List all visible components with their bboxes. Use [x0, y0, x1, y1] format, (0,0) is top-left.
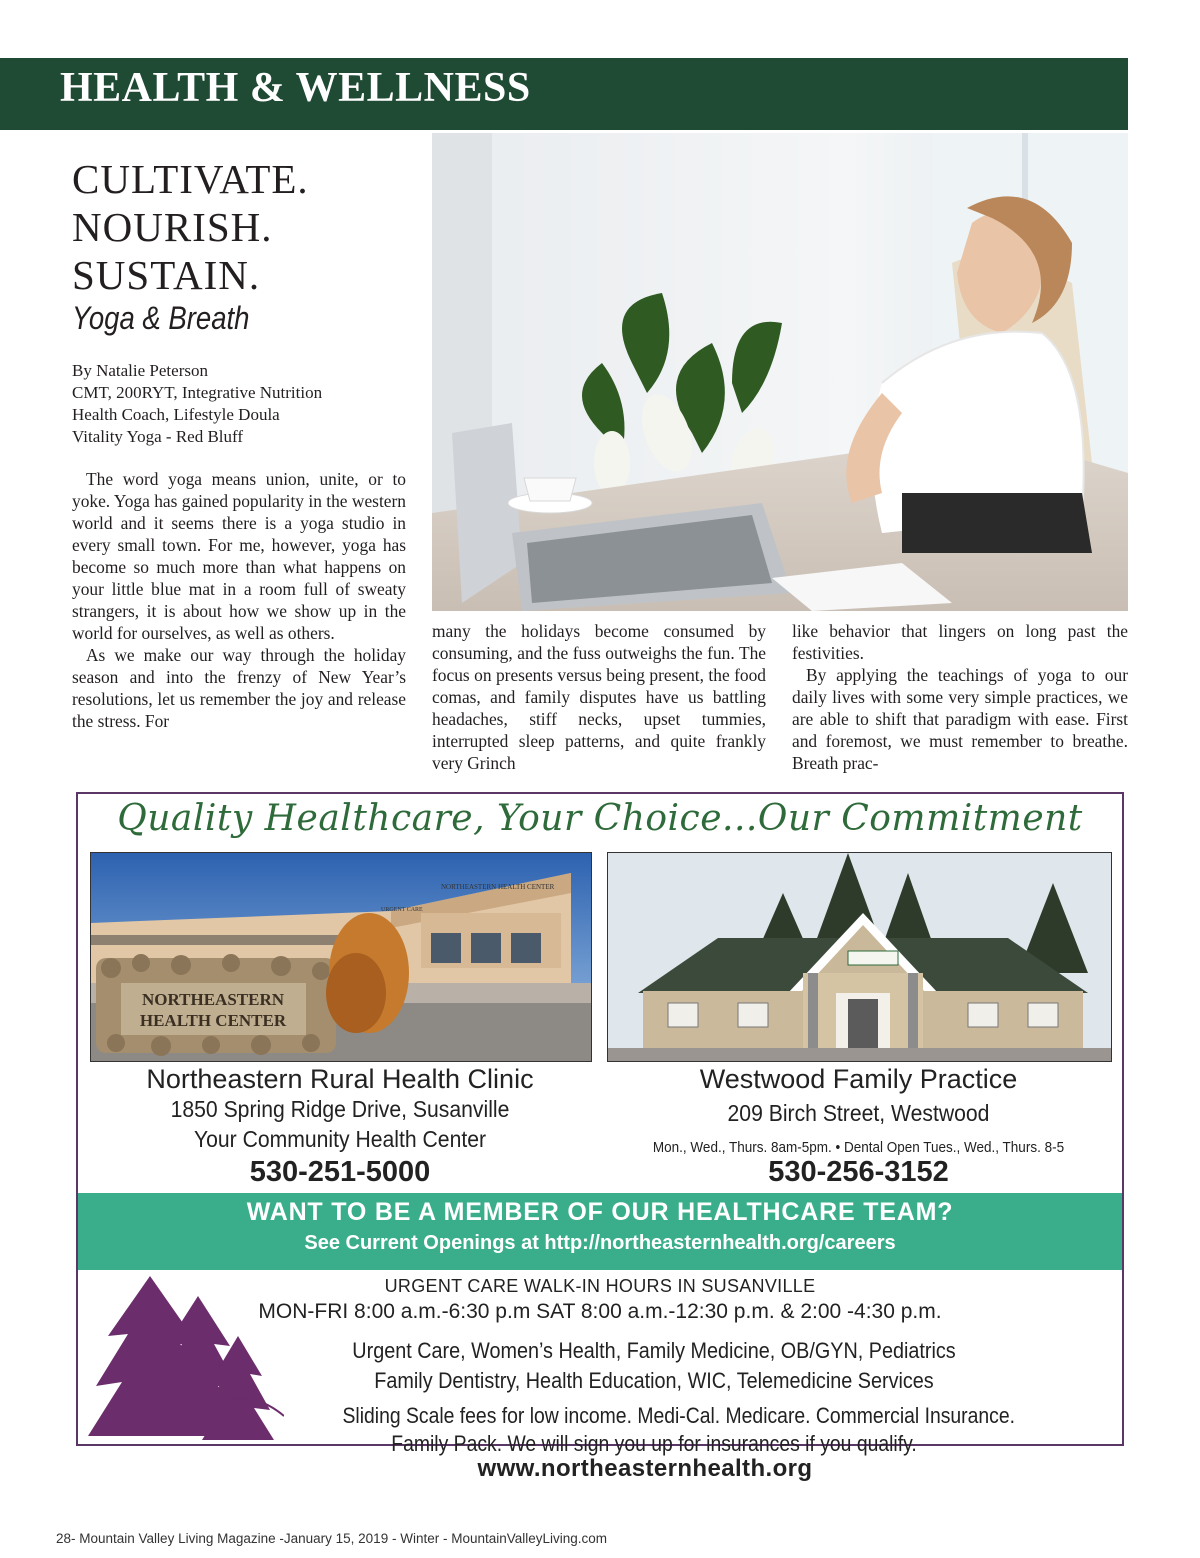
- article-column-1: [72, 468, 406, 732]
- byline-studio: Vitality Yoga - Red Bluff: [72, 427, 244, 446]
- urgent-care-hours: MON-FRI 8:00 a.m.-6:30 p.m SAT 8:00 a.m.-12:30 p.m. & 2:00 -4:30 p.m.: [258, 1300, 942, 1323]
- article-column-3: [792, 620, 1128, 774]
- left-clinic-tagline: Your Community Health Center: [193, 1126, 487, 1152]
- stone-sign-line-2: HEALTH CENTER: [139, 1011, 287, 1030]
- right-clinic-hours: Mon., Wed., Thurs. 8am-5pm. • Dental Open Tues., Wed., Thurs. 8-5: [652, 1139, 1065, 1156]
- col1-paragraph-1: The word yoga means union, unite, or to yoke. Yoga has gained popularity in the western world and it seems there is a yoga studio in every small town. For me, however, yoga has become so much more than what happens on your little blue mat in a room full of sweaty strangers, it is about how we show up in the world for ourselves, as well as others.: [72, 469, 406, 643]
- left-clinic-name: Northeastern Rural Health Clinic: [146, 1064, 534, 1094]
- byline-credentials-2: Health Coach, Lifestyle Doula: [72, 405, 280, 424]
- right-clinic-phone[interactable]: 530-256-3152: [768, 1156, 949, 1188]
- headline-line-1: CULTIVATE.: [72, 156, 309, 202]
- article-subhead: Yoga & Breath: [72, 300, 250, 336]
- headline-line-3: SUSTAIN.: [72, 252, 261, 298]
- left-clinic-address: 1850 Spring Ridge Drive, Susanville: [170, 1096, 510, 1122]
- westwood-family-practice-photo: [607, 852, 1112, 1062]
- right-clinic-name: Westwood Family Practice: [699, 1064, 1018, 1094]
- section-title: HEALTH & WELLNESS: [60, 65, 531, 111]
- right-clinic-address: 209 Birch Street, Westwood: [727, 1100, 990, 1126]
- careers-link[interactable]: See Current Openings at http://northeasternhealth.org/careers: [304, 1232, 896, 1254]
- left-clinic-phone[interactable]: 530-251-5000: [249, 1156, 431, 1188]
- services-line-1: Urgent Care, Women’s Health, Family Medicine, OB/GYN, Pediatrics: [352, 1338, 956, 1363]
- careers-heading: WANT TO BE A MEMBER OF OUR HEALTHCARE TEAM?: [246, 1198, 954, 1226]
- urgent-care-title: URGENT CARE WALK-IN HOURS IN SUSANVILLE: [384, 1276, 816, 1296]
- col3-paragraph-1: like behavior that lingers on long past the festivities.: [792, 621, 1128, 663]
- ad-tagline: Quality Healthcare, Your Choice...Our Commitment: [117, 798, 1083, 839]
- insurance-line-2: Family Pack. We will sign you up for insurances if you qualify.: [391, 1431, 917, 1456]
- building-sign-text: NORTHEASTERN HEALTH CENTER: [441, 883, 555, 891]
- byline-credentials: CMT, 200RYT, Integrative Nutrition: [72, 383, 323, 402]
- northeastern-health-center-photo: [90, 852, 592, 1062]
- col1-paragraph-2: As we make our way through the holiday season and into the frenzy of New Year’s resolutions, let us remember the joy and release the stress. For: [72, 645, 406, 731]
- headline-line-2: NOURISH.: [72, 204, 273, 250]
- article-column-2: [432, 620, 766, 774]
- col3-paragraph-2: By applying the teachings of yoga to our daily lives with some very simple practices, we are able to shift that paradigm with ease. First and foremost, we must remember to breathe. Breath prac-: [792, 665, 1128, 773]
- col2-paragraph-1: many the holidays become consumed by consuming, and the fuss outweighs the fun. The focus on presents versus being present, the food comas, and family disputes have us battling headaches, stiff necks, upset tummies, interrupted sleep patterns, and quite frankly very Grinch: [432, 621, 766, 773]
- urgent-care-door-sign: URGENT CARE: [381, 907, 423, 913]
- stone-sign-line-1: NORTHEASTERN: [141, 990, 285, 1009]
- insurance-line-1: Sliding Scale fees for low income. Medi-Cal. Medicare. Commercial Insurance.: [342, 1403, 1015, 1428]
- website-link[interactable]: www.northeasternhealth.org: [477, 1455, 813, 1482]
- byline: [72, 360, 322, 448]
- hero-photo-woman-relaxing: [432, 133, 1128, 611]
- byline-author: By Natalie Peterson: [72, 361, 208, 380]
- page-footer: 28- Mountain Valley Living Magazine -January 15, 2019 - Winter - MountainValleyLiving.com: [56, 1531, 608, 1546]
- services-line-2: Family Dentistry, Health Education, WIC, Telemedicine Services: [374, 1368, 934, 1393]
